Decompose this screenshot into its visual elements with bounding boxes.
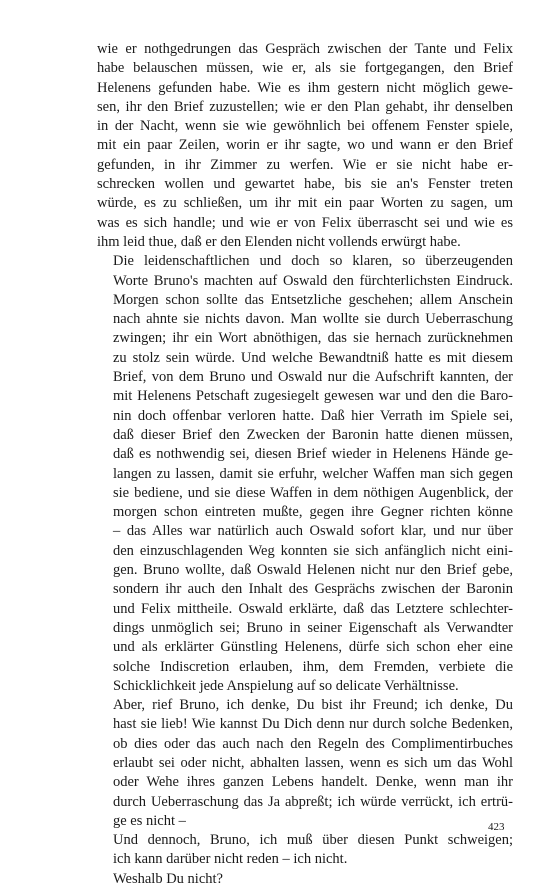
text-line: Brief, von dem Bruno und Oswald nur die Aufschrift kannten, der xyxy=(113,369,513,386)
text-line: dings unmöglich sei; Bruno in seiner Eigenschaft als Verwandter xyxy=(113,619,513,636)
text-line: hast sie lieb! Wie kannst Du Dich denn nur durch solche Bedenken, xyxy=(113,716,513,733)
text-line: sie bediene, und sie diese Waffen in dem nöthigen Augenblick, der xyxy=(113,484,513,501)
paragraph xyxy=(97,831,513,870)
paragraph xyxy=(97,40,513,252)
text-line: ob dies oder das auch nach den Regeln des Complimentirbuches xyxy=(113,735,513,752)
text-line: sondern ihr auch den Inhalt des Gesprächs zwischen der Baronin xyxy=(113,581,513,598)
text-line: ich kann darüber nicht reden – ich nicht. xyxy=(113,851,348,868)
text-line: habe belauschen müssen, wie er, als sie fortgegangen, den Brief xyxy=(97,60,513,77)
paragraph xyxy=(97,870,513,889)
text-line: durch Ueberraschung das Ja abpreßt; ich würde verrückt, ich ertrü- xyxy=(113,793,513,810)
text-line: Die leidenschaftlichen und doch so klaren, so überzeugenden xyxy=(113,253,513,270)
text-line: was es sich handle; und wie er von Felix überrascht sei und wie es xyxy=(97,214,513,231)
paragraph xyxy=(97,252,513,696)
text-line: schrecken wollen und gewartet habe, bis sie an's Fenster treten xyxy=(97,176,513,193)
text-line: daß es nothwendig sei, diesen Brief wieder in Helenens Hände ge- xyxy=(113,446,513,463)
text-line: gen. Bruno wollte, daß Oswald Helenen nicht nur den Brief gebe, xyxy=(113,562,513,579)
text-line: sen, ihr den Brief zuzustellen; wie er den Plan gehabt, ihr denselben xyxy=(97,98,513,115)
text-line: würde, es zu schließen, um ihr mit ein paar Worten zu sagen, um xyxy=(97,195,513,212)
text-line: Helenens gefunden habe. Wie es ihm gestern nicht möglich gewe- xyxy=(97,79,513,96)
text-line: oder Wehe ihres ganzen Lebens handelt. Denke, wenn man ihr xyxy=(113,774,513,791)
text-line: nin doch offenbar verloren hatte. Daß hier Verrath im Spiele sei, xyxy=(113,407,513,424)
text-line: wie er nothgedrungen das Gespräch zwischen der Tante und Felix xyxy=(97,41,513,57)
text-line: ihm leid thue, daß er den Elenden nicht vollends erwürgt habe. xyxy=(97,233,461,250)
text-line: Weshalb Du nicht? xyxy=(113,870,223,887)
text-line: morgen schon eintreten mußte, gegen ihre Gegner richten könne xyxy=(113,504,513,521)
body-text xyxy=(97,40,513,889)
text-line: mit ein paar Zeilen, worin er ihr sagte, wo und wann er den Brief xyxy=(97,137,513,154)
text-line: Worte Bruno's machten auf Oswald den fürchterlichsten Eindruck. xyxy=(113,272,513,289)
page-number: 423 xyxy=(488,821,505,833)
text-line: ge es nicht – xyxy=(113,812,186,829)
text-line: Morgen schon sollte das Entsetzliche geschehen; allem Anschein xyxy=(113,291,513,308)
paragraph xyxy=(97,696,513,831)
text-line: gefunden, in ihr Zimmer zu werfen. Wie er sie nicht habe er- xyxy=(97,156,513,173)
text-line: – das Alles war natürlich auch Oswald sofort klar, und nur über xyxy=(113,523,513,540)
text-line: Aber, rief Bruno, ich denke, Du bist ihr Freund; ich denke, Du xyxy=(113,697,513,714)
text-line: mit Helenens Petschaft zugesiegelt gewesen war und den die Baro- xyxy=(113,388,513,405)
text-line: Schicklichkeit jede Anspielung auf so delicate Verhältnisse. xyxy=(113,677,459,694)
text-line: und als erklärter Günstling Helenens, dürfe sich schon eher eine xyxy=(113,639,513,656)
text-line: in der Nacht, wenn sie wie gewöhnlich bei offenem Fenster spiele, xyxy=(97,118,513,135)
text-line: und Felix mittheile. Oswald erklärte, daß das Letztere schlechter- xyxy=(113,600,513,617)
text-line: zwingen; ihr ein Wort abnöthigen, das sie hernach zurücknehmen xyxy=(113,330,513,347)
text-line: zu stolz sein würde. Und welche Bewandtniß hatte es mit diesem xyxy=(113,349,513,366)
text-line: solche Indiscretion erlauben, ihm, dem Fremden, verbiete die xyxy=(113,658,513,675)
text-line: Und dennoch, Bruno, ich muß über diesen Punkt schweigen; xyxy=(113,832,513,849)
text-line: den einzuschlagenden Weg konnten sie sich anfänglich nicht eini- xyxy=(113,542,513,559)
text-line: erlaubt sei oder nicht, abhalten lassen, wenn es sich um das Wohl xyxy=(113,754,513,771)
text-line: nach ahnte sie nichts davon. Man wollte sie durch Ueberraschung xyxy=(113,311,513,328)
text-line: daß dieser Brief den Zwecken der Baronin hatte dienen müssen, xyxy=(113,426,513,443)
text-line: langen zu lassen, damit sie erfuhr, welcher Waffen man sich gegen xyxy=(113,465,513,482)
